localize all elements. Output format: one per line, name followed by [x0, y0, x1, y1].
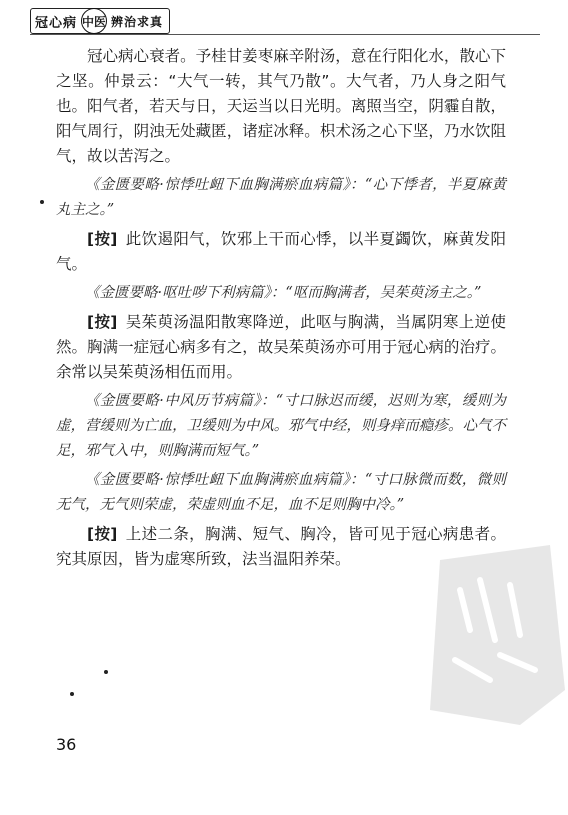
header-rule — [30, 34, 540, 35]
note-label: [按] — [87, 230, 118, 248]
book-title: 冠心病 — [35, 15, 78, 31]
quote-paragraph: 《金匮要略·惊悸吐衄下血胸满瘀血病篇》：“心下悸者，半夏麻黄丸主之。” — [56, 177, 506, 218]
body-paragraph: 冠心病心衰者。予桂甘姜枣麻辛附汤，意在行阳化水，散心下之坚。仲景云：“大气一转，其气乃散”。大气者，乃人身之阳气也。阳气者，若天与日，天运当以日光明。离照当空，阴霾自散，阳气周行，阴浊无处藏匿，诸症冰释。枳术汤之心下坚，乃水饮阻气，故以苦泻之。 — [56, 47, 506, 165]
page-body — [56, 44, 506, 572]
page-number: 36 — [56, 735, 77, 754]
library-stamp-watermark — [400, 540, 568, 730]
note-paragraph — [56, 310, 506, 385]
running-header — [30, 8, 170, 34]
scan-speck — [40, 200, 44, 204]
note-text: 此饮遏阳气，饮邪上干而心悸，以半夏蠲饮，麻黄发阳气。 — [56, 230, 506, 273]
quote-paragraph: 《金匮要略·呕吐哕下利病篇》：“呕而胸满者，吴茱萸汤主之。” — [85, 285, 482, 301]
quote-paragraph: 《金匮要略·惊悸吐衄下血胸满瘀血病篇》：“寸口脉微而数，微则无气，无气则荣虚，荣虚则血不足，血不足则胸中冷。” — [56, 472, 506, 513]
note-text: 吴茱萸汤温阳散寒降逆，此呕与胸满，当属阴寒上逆使然。胸满一症冠心病多有之，故吴茱萸汤亦可用于冠心病的治疗。余常以吴茱萸汤相伍而用。 — [56, 313, 506, 381]
note-label: [按] — [87, 525, 118, 543]
stamp-shape — [430, 545, 565, 725]
note-paragraph — [56, 227, 506, 277]
scan-speck — [104, 670, 108, 674]
scan-speck — [70, 692, 74, 696]
header-box — [30, 8, 170, 34]
note-text: 上述二条，胸满、短气、胸冷，皆可见于冠心病患者。究其原因，皆为虚寒所致，法当温阳养荣。 — [56, 525, 506, 568]
note-label: [按] — [87, 313, 118, 331]
book-badge: 中医 — [81, 8, 107, 34]
quote-paragraph: 《金匮要略·中风历节病篇》：“寸口脉迟而缓，迟则为寒，缓则为虚，营缓则为亡血，卫缓则为中风。邪气中经，则身痒而瘾疹。心气不足，邪气入中，则胸满而短气。” — [56, 393, 506, 459]
book-subtitle: 辨治求真 — [111, 14, 164, 29]
